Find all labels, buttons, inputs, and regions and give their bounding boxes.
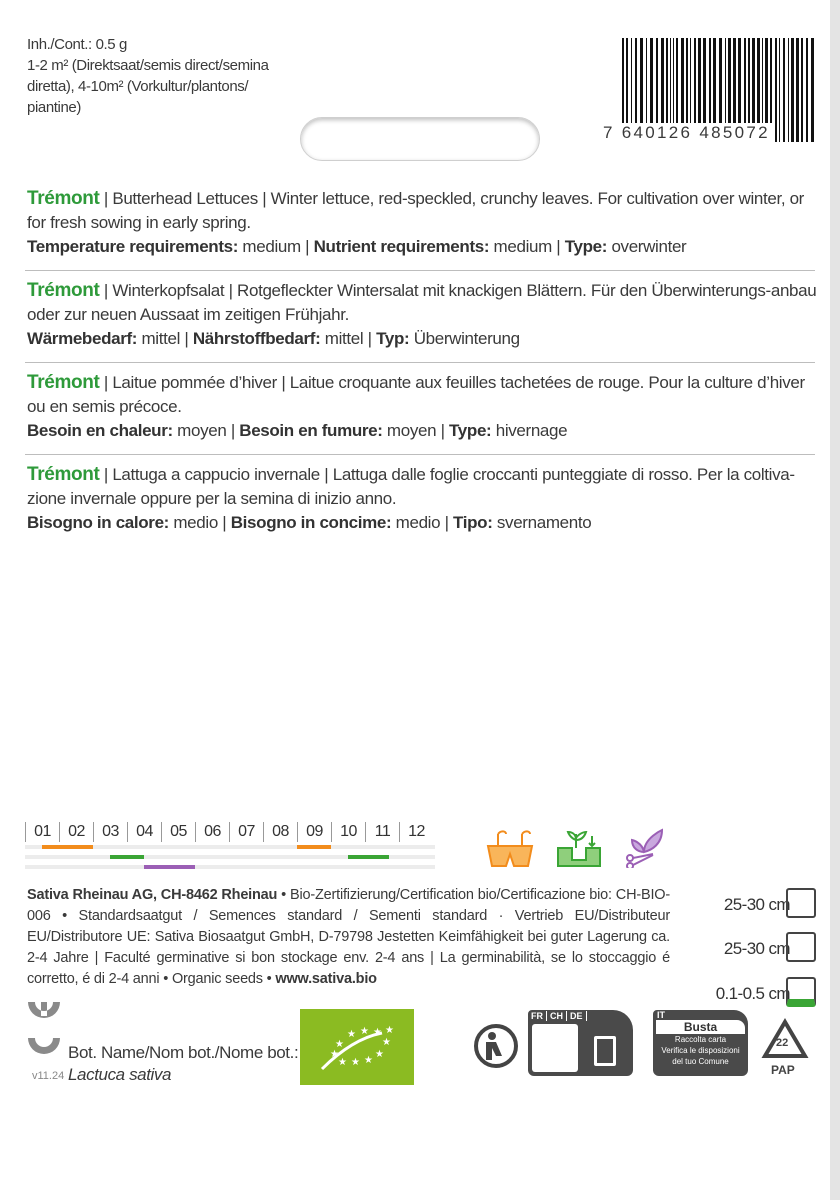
req-label: Wärmebedarf: [27, 329, 138, 348]
barcode-bar [801, 38, 803, 142]
requirements [27, 419, 817, 443]
req-value: mittel | [320, 329, 377, 348]
variety-name: Trémont [27, 280, 100, 301]
company-info [27, 885, 670, 990]
hang-hole [300, 117, 540, 161]
description-text [27, 279, 817, 327]
req-label: Bisogno in concime: [230, 513, 392, 532]
it-label: IT [657, 1010, 665, 1020]
req-value: medio | [391, 513, 454, 532]
description-text [27, 187, 817, 235]
req-value: moyen | [172, 421, 240, 440]
variety-name: Trémont [27, 372, 100, 393]
req-label: Nutrient requirements: [313, 237, 490, 256]
packet-edge [830, 0, 840, 1200]
svg-text:★: ★ [382, 1037, 391, 1048]
barcode-bar [806, 38, 808, 142]
req-label: Type: [564, 237, 608, 256]
svg-text:★: ★ [335, 1039, 344, 1050]
req-value: mittel | [137, 329, 193, 348]
company-name: Sativa Rheinau AG, CH-8462 Rheinau [27, 887, 278, 903]
month-label: 10 [331, 822, 365, 842]
month-label: 11 [365, 822, 399, 842]
divider [25, 454, 815, 455]
paper-bag-icon [532, 1024, 578, 1072]
svg-text:★: ★ [364, 1055, 373, 1066]
botanical-label: Bot. Name/Nom bot./Nome bot.: [68, 1043, 299, 1062]
req-value: svernamento [492, 513, 592, 532]
req-label: Besoin en fumure: [239, 421, 383, 440]
month-label: 08 [263, 822, 297, 842]
description-text [27, 463, 817, 511]
variety-description [27, 463, 817, 535]
contents-info [27, 34, 287, 118]
variety-description [27, 371, 817, 443]
barcode-bar [783, 38, 785, 142]
contents-area: 1-2 m² (Direktsaat/semis direct/semina diretta), 4-10m² (Vorkultur/plantons/ piantine) [27, 57, 269, 116]
req-value: hivernage [491, 421, 568, 440]
barcode-bar [791, 38, 794, 142]
requirements [27, 327, 817, 351]
variety-name: Trémont [27, 188, 100, 209]
harvest-icon [622, 826, 666, 868]
barcode-bar [796, 38, 799, 142]
sowing-pots-icon [484, 826, 536, 868]
certification-text: • Bio-Zertifizierung/Certification bio/Certificazione bio: CH-BIO-006 • Standardsaatgut / Semences standard / Sementi standard · Vertrieb EU/Distributeur EU/Distributore UE: Sativa Biosaatgut GmbH, D-79798 Jestetten Keimfähigkeit bei guter Lagerung ca. 2-4 Jahre | Faculté germinative si bon stockage env. 2-4 ans | La germinabilità, se lo stoccaggio é corretto, é di 2-4 anni • Organic seeds • [27, 887, 670, 987]
calendar-track-planting [25, 855, 435, 859]
svg-text:★: ★ [385, 1025, 394, 1036]
req-value: medium | [238, 237, 314, 256]
divider [25, 362, 815, 363]
calendar-bar-harvest [144, 865, 195, 869]
row-spacing: 25-30 cm [723, 895, 790, 914]
variety-desc: | Lattuga a cappucio invernale | Lattuga dalle foglie croccanti punteggiate di rosso. Per la coltiva-zione invernale oppure per la semina di inizio anno. [27, 465, 795, 508]
plant-spacing-icon [786, 932, 816, 962]
req-label: Nährstoffbedarf: [192, 329, 321, 348]
plant-spacing: 25-30 cm [723, 939, 790, 958]
it-text: Verifica le disposizioni [661, 1046, 740, 1055]
req-label: Besoin en chaleur: [27, 421, 173, 440]
calendar-track-harvest [25, 865, 435, 869]
barcode-bar [779, 38, 780, 142]
variety-desc: | Winterkopfsalat | Rotgefleckter Wintersalat mit knackigen Blättern. Für den Überwinterungs-anbau oder zur neuen Aussaat im zeitigen Frühjahr. [27, 281, 817, 324]
it-text: Raccolta carta [674, 1035, 727, 1044]
recycling-material: PAP [771, 1063, 795, 1077]
calendar-bar-sowing-pots [297, 845, 331, 849]
sowing-depth-icon [786, 977, 816, 1007]
variety-description [27, 187, 817, 259]
planting-icon [556, 826, 602, 868]
cultivation-calendar [25, 822, 437, 872]
barcode-bar [811, 38, 814, 142]
month-label: 09 [297, 822, 331, 842]
country-label: DE [570, 1011, 587, 1021]
eu-organic-logo-icon [300, 1009, 414, 1085]
barcode-number: 7 640126 485072 [603, 123, 770, 142]
svg-text:★: ★ [330, 1049, 339, 1060]
recycling-bin-icon [594, 1036, 616, 1066]
req-label: Temperature requirements: [27, 237, 239, 256]
calendar-track-sowing-pots [25, 845, 435, 849]
variety-name: Trémont [27, 464, 100, 485]
req-label: Tipo: [453, 513, 493, 532]
country-label: CH [550, 1011, 567, 1021]
website-link[interactable]: www.sativa.bio [275, 971, 377, 987]
req-label: Type: [449, 421, 492, 440]
country-label: FR [531, 1011, 547, 1021]
req-label: Bisogno in calore: [27, 513, 169, 532]
recycling-info-it [653, 1010, 748, 1076]
row-spacing-icon [786, 888, 816, 918]
month-label: 04 [127, 822, 161, 842]
month-label: 02 [59, 822, 93, 842]
svg-text:★: ★ [360, 1026, 369, 1037]
month-label: 05 [161, 822, 195, 842]
month-label: 03 [93, 822, 127, 842]
svg-text:★: ★ [338, 1057, 347, 1068]
it-title: Busta [656, 1020, 745, 1034]
barcode-bar [788, 38, 789, 142]
req-value: Überwinterung [409, 329, 520, 348]
triman-recycling-icon [470, 1020, 530, 1070]
month-label: 06 [195, 822, 229, 842]
svg-text:★: ★ [347, 1029, 356, 1040]
requirements [27, 235, 817, 259]
divider [25, 270, 815, 271]
svg-text:★: ★ [373, 1027, 382, 1038]
variety-desc: | Butterhead Lettuces | Winter lettuce, red-speckled, crunchy leaves. For cultivation over winter, or for fresh sowing in early spring. [27, 189, 804, 232]
calendar-bar-planting [348, 855, 389, 859]
recycling-code: 22 [776, 1037, 789, 1049]
req-value: overwinter [607, 237, 687, 256]
month-label: 12 [399, 822, 433, 842]
req-value: moyen | [382, 421, 450, 440]
calendar-bar-planting [110, 855, 144, 859]
description-text [27, 371, 817, 419]
calendar-bar-sowing-pots [42, 845, 93, 849]
month-label: 07 [229, 822, 263, 842]
botanical-name [68, 1042, 298, 1086]
recycling-info-fr-ch-de [528, 1010, 633, 1076]
month-label: 01 [25, 822, 59, 842]
variety-description [27, 279, 817, 351]
contents-weight: Inh./Cont.: 0.5 g [27, 36, 127, 53]
calendar-legend-icons [484, 826, 666, 868]
svg-text:★: ★ [351, 1057, 360, 1068]
req-value: medio | [169, 513, 231, 532]
svg-text:★: ★ [375, 1049, 384, 1060]
month-labels [25, 822, 437, 842]
variety-desc: | Laitue pommée d’hiver | Laitue croquante aux feuilles tachetées de rouge. Pour la culture d’hiver ou en semis précoce. [27, 373, 805, 416]
version-label: v11.24 [32, 1070, 65, 1082]
sativa-logo-icon [24, 1000, 64, 1068]
barcode-bar [775, 38, 777, 142]
req-value: medium | [489, 237, 565, 256]
req-label: Typ: [376, 329, 410, 348]
requirements [27, 511, 817, 535]
botanical-value: Lactuca sativa [68, 1065, 172, 1084]
it-text: del tuo Comune [672, 1057, 729, 1066]
sowing-depth: 0.1-0.5 cm [715, 984, 790, 1003]
